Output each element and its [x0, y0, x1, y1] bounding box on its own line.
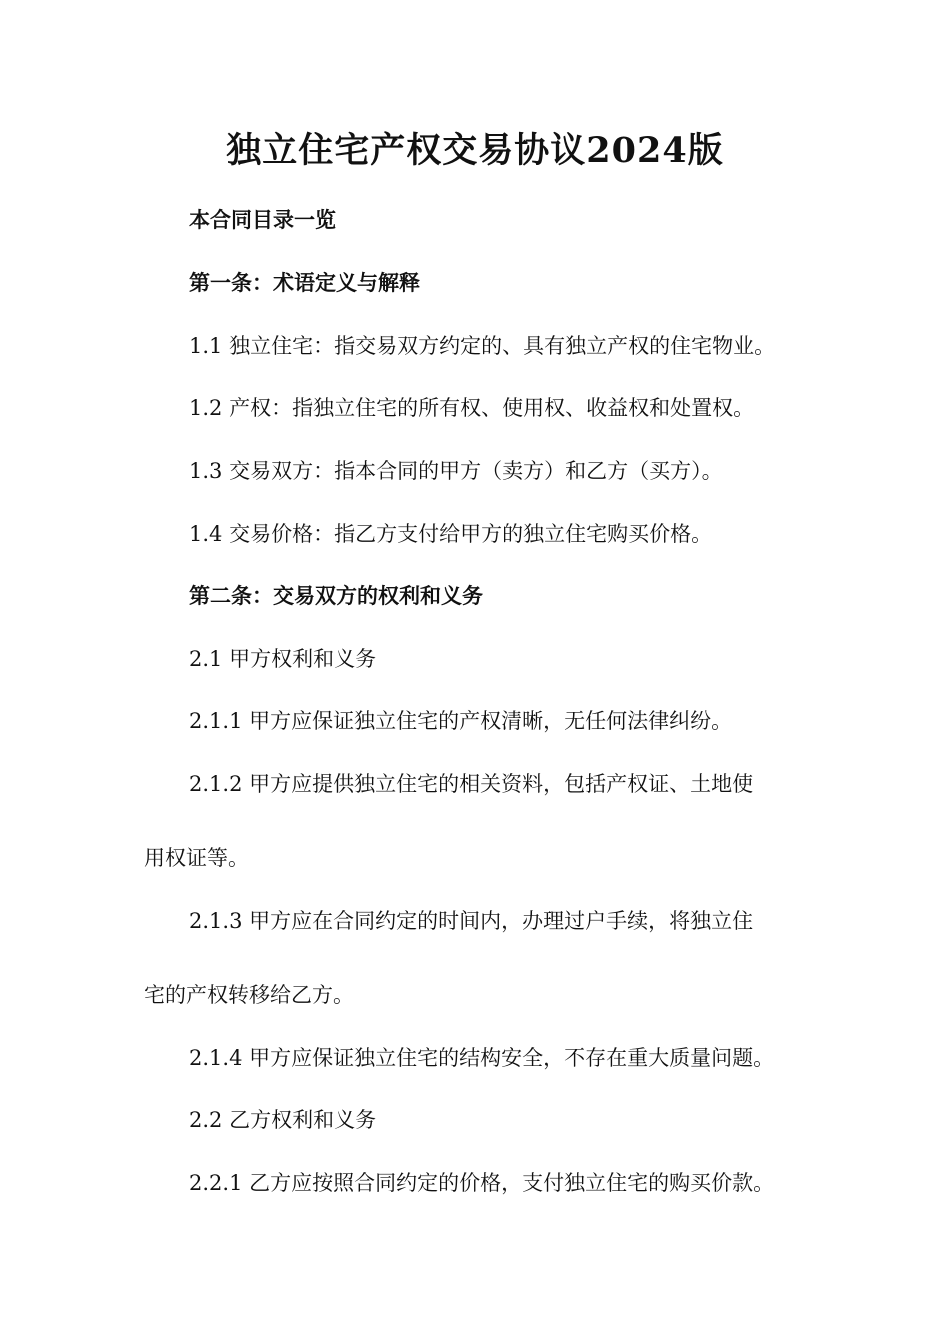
clause-1-1: 1.1 独立住宅：指交易双方约定的、具有独立产权的住宅物业。 [189, 334, 776, 358]
clause-1-3: 1.3 交易双方：指本合同的甲方（卖方）和乙方（买方）。 [189, 459, 723, 483]
clause-2-1-3: 2.1.3 甲方应在合同约定的时间内，办理过户手续，将独立住 [189, 909, 754, 933]
clause-2-1: 2.1 甲方权利和义务 [189, 647, 377, 671]
clause-2-2-1: 2.2.1 乙方应按照合同约定的价格，支付独立住宅的购买价款。 [189, 1171, 775, 1195]
clause-2-1-3-continued: 宅的产权转移给乙方。 [144, 983, 354, 1007]
article-1-heading: 第一条：术语定义与解释 [189, 270, 420, 295]
document-title: 独立住宅产权交易协议2024版 [226, 130, 724, 171]
clause-2-1-2: 2.1.2 甲方应提供独立住宅的相关资料，包括产权证、土地使 [189, 772, 754, 796]
clause-2-1-4: 2.1.4 甲方应保证独立住宅的结构安全，不存在重大质量问题。 [189, 1046, 775, 1070]
clause-2-1-2-continued: 用权证等。 [144, 846, 249, 870]
clause-1-4: 1.4 交易价格：指乙方支付给甲方的独立住宅购买价格。 [189, 522, 713, 546]
clause-1-2: 1.2 产权：指独立住宅的所有权、使用权、收益权和处置权。 [189, 396, 755, 420]
article-2-heading: 第二条：交易双方的权利和义务 [189, 583, 483, 608]
clause-2-2: 2.2 乙方权利和义务 [189, 1108, 377, 1132]
toc-heading: 本合同目录一览 [189, 207, 336, 232]
clause-2-1-1: 2.1.1 甲方应保证独立住宅的产权清晰，无任何法律纠纷。 [189, 709, 733, 733]
